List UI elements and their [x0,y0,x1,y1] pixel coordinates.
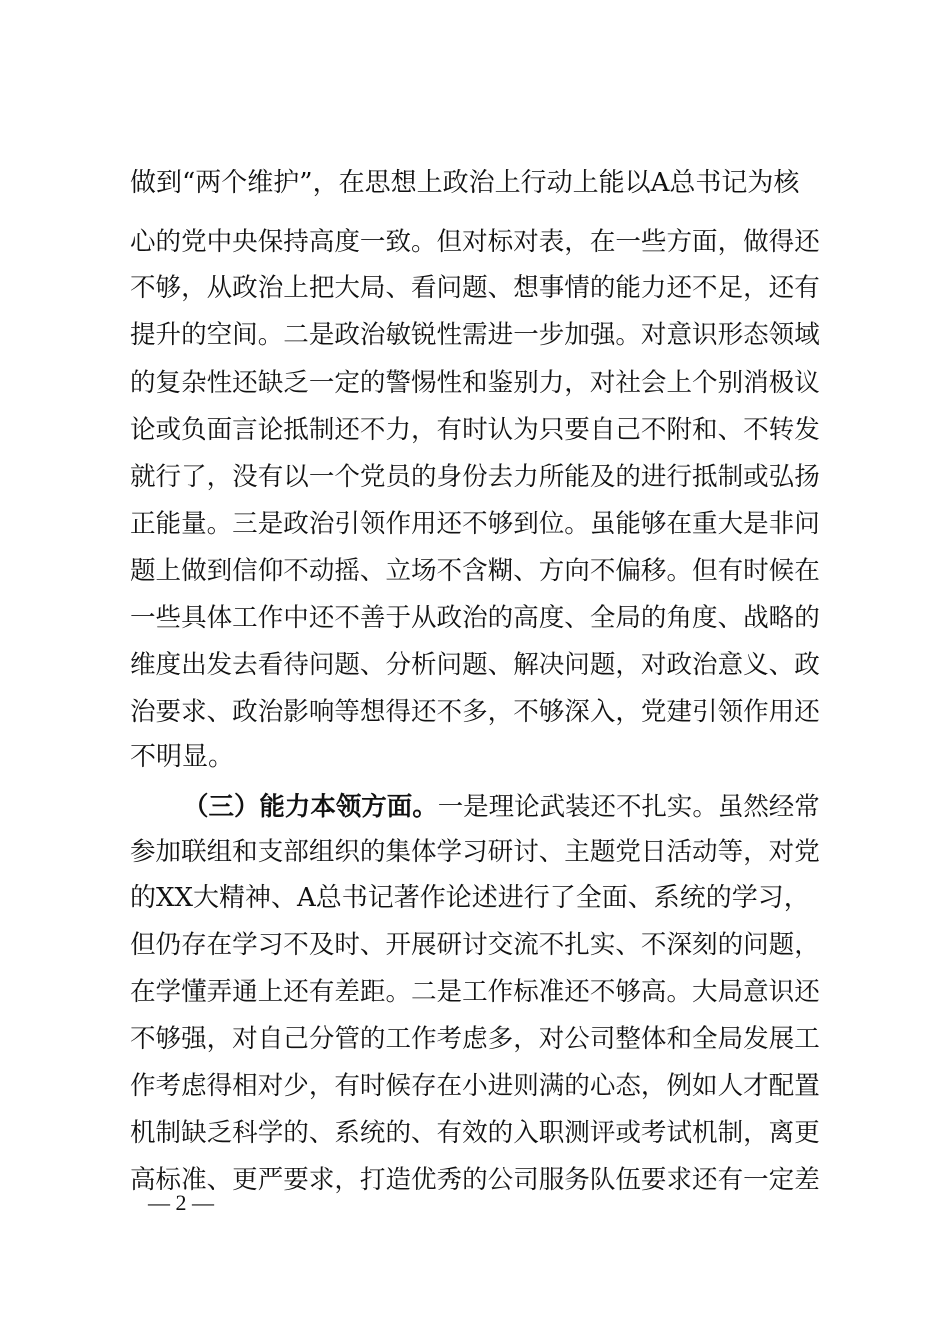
body-text-line: 治要求、政治影响等想得还不多，不够深入，党建引领作用还 [130,697,820,727]
body-text-line: 作考虑得相对少，有时候存在小进则满的心态，例如人才配置 [130,1071,820,1101]
body-text-line: 的复杂性还缺乏一定的警惕性和鉴别力，对社会上个别消极议 [130,368,820,398]
body-text-line: 做到“两个维护”，在思想上政治上行动上能以A总书记为核 [130,168,800,198]
body-text-span: 一是理论武装还不扎实。虽然经常 [437,792,820,822]
body-text-line: 但仍存在学习不及时、开展研讨交流不扎实、不深刻的问题， [130,930,820,960]
body-text-line: 一些具体工作中还不善于从政治的高度、全局的角度、战略的 [130,603,820,633]
body-text-line: 心的党中央保持高度一致。但对标对表，在一些方面，做得还 [130,227,820,257]
section-first-line [183,787,820,827]
body-text-line: 的XX大精神、A总书记著作论述进行了全面、系统的学习， [130,883,810,913]
body-text-line: 论或负面言论抵制还不力，有时认为只要自己不附和、不转发 [130,415,820,445]
section-heading: （三）能力本领方面。 [183,792,438,822]
body-text-line: 维度出发去看待问题、分析问题、解决问题，对政治意义、政 [130,650,820,680]
page-number: — 2 — [148,1190,214,1215]
body-text-line: 题上做到信仰不动摇、立场不含糊、方向不偏移。但有时候在 [130,556,820,586]
body-text-line: 不够强，对自己分管的工作考虑多，对公司整体和全局发展工 [130,1024,820,1054]
body-text-line: 正能量。三是政治引领作用还不够到位。虽能够在重大是非问 [130,509,820,539]
body-text-line: 高标准、更严要求，打造优秀的公司服务队伍要求还有一定差 [130,1165,820,1195]
body-text-line: 就行了，没有以一个党员的身份去力所能及的进行抵制或弘扬 [130,462,820,492]
body-text-line: 参加联组和支部组织的集体学习研讨、主题党日活动等，对党 [130,837,820,867]
body-text-line: 机制缺乏科学的、系统的、有效的入职测评或考试机制，离更 [130,1118,820,1148]
body-text-line: 不够，从政治上把大局、看问题、想事情的能力还不足，还有 [130,273,820,303]
body-text-line: 在学懂弄通上还有差距。二是工作标准还不够高。大局意识还 [130,977,820,1007]
body-text-line: 不明显。 [130,742,235,772]
body-text-line: 提升的空间。二是政治敏锐性需进一步加强。对意识形态领域 [130,320,820,350]
